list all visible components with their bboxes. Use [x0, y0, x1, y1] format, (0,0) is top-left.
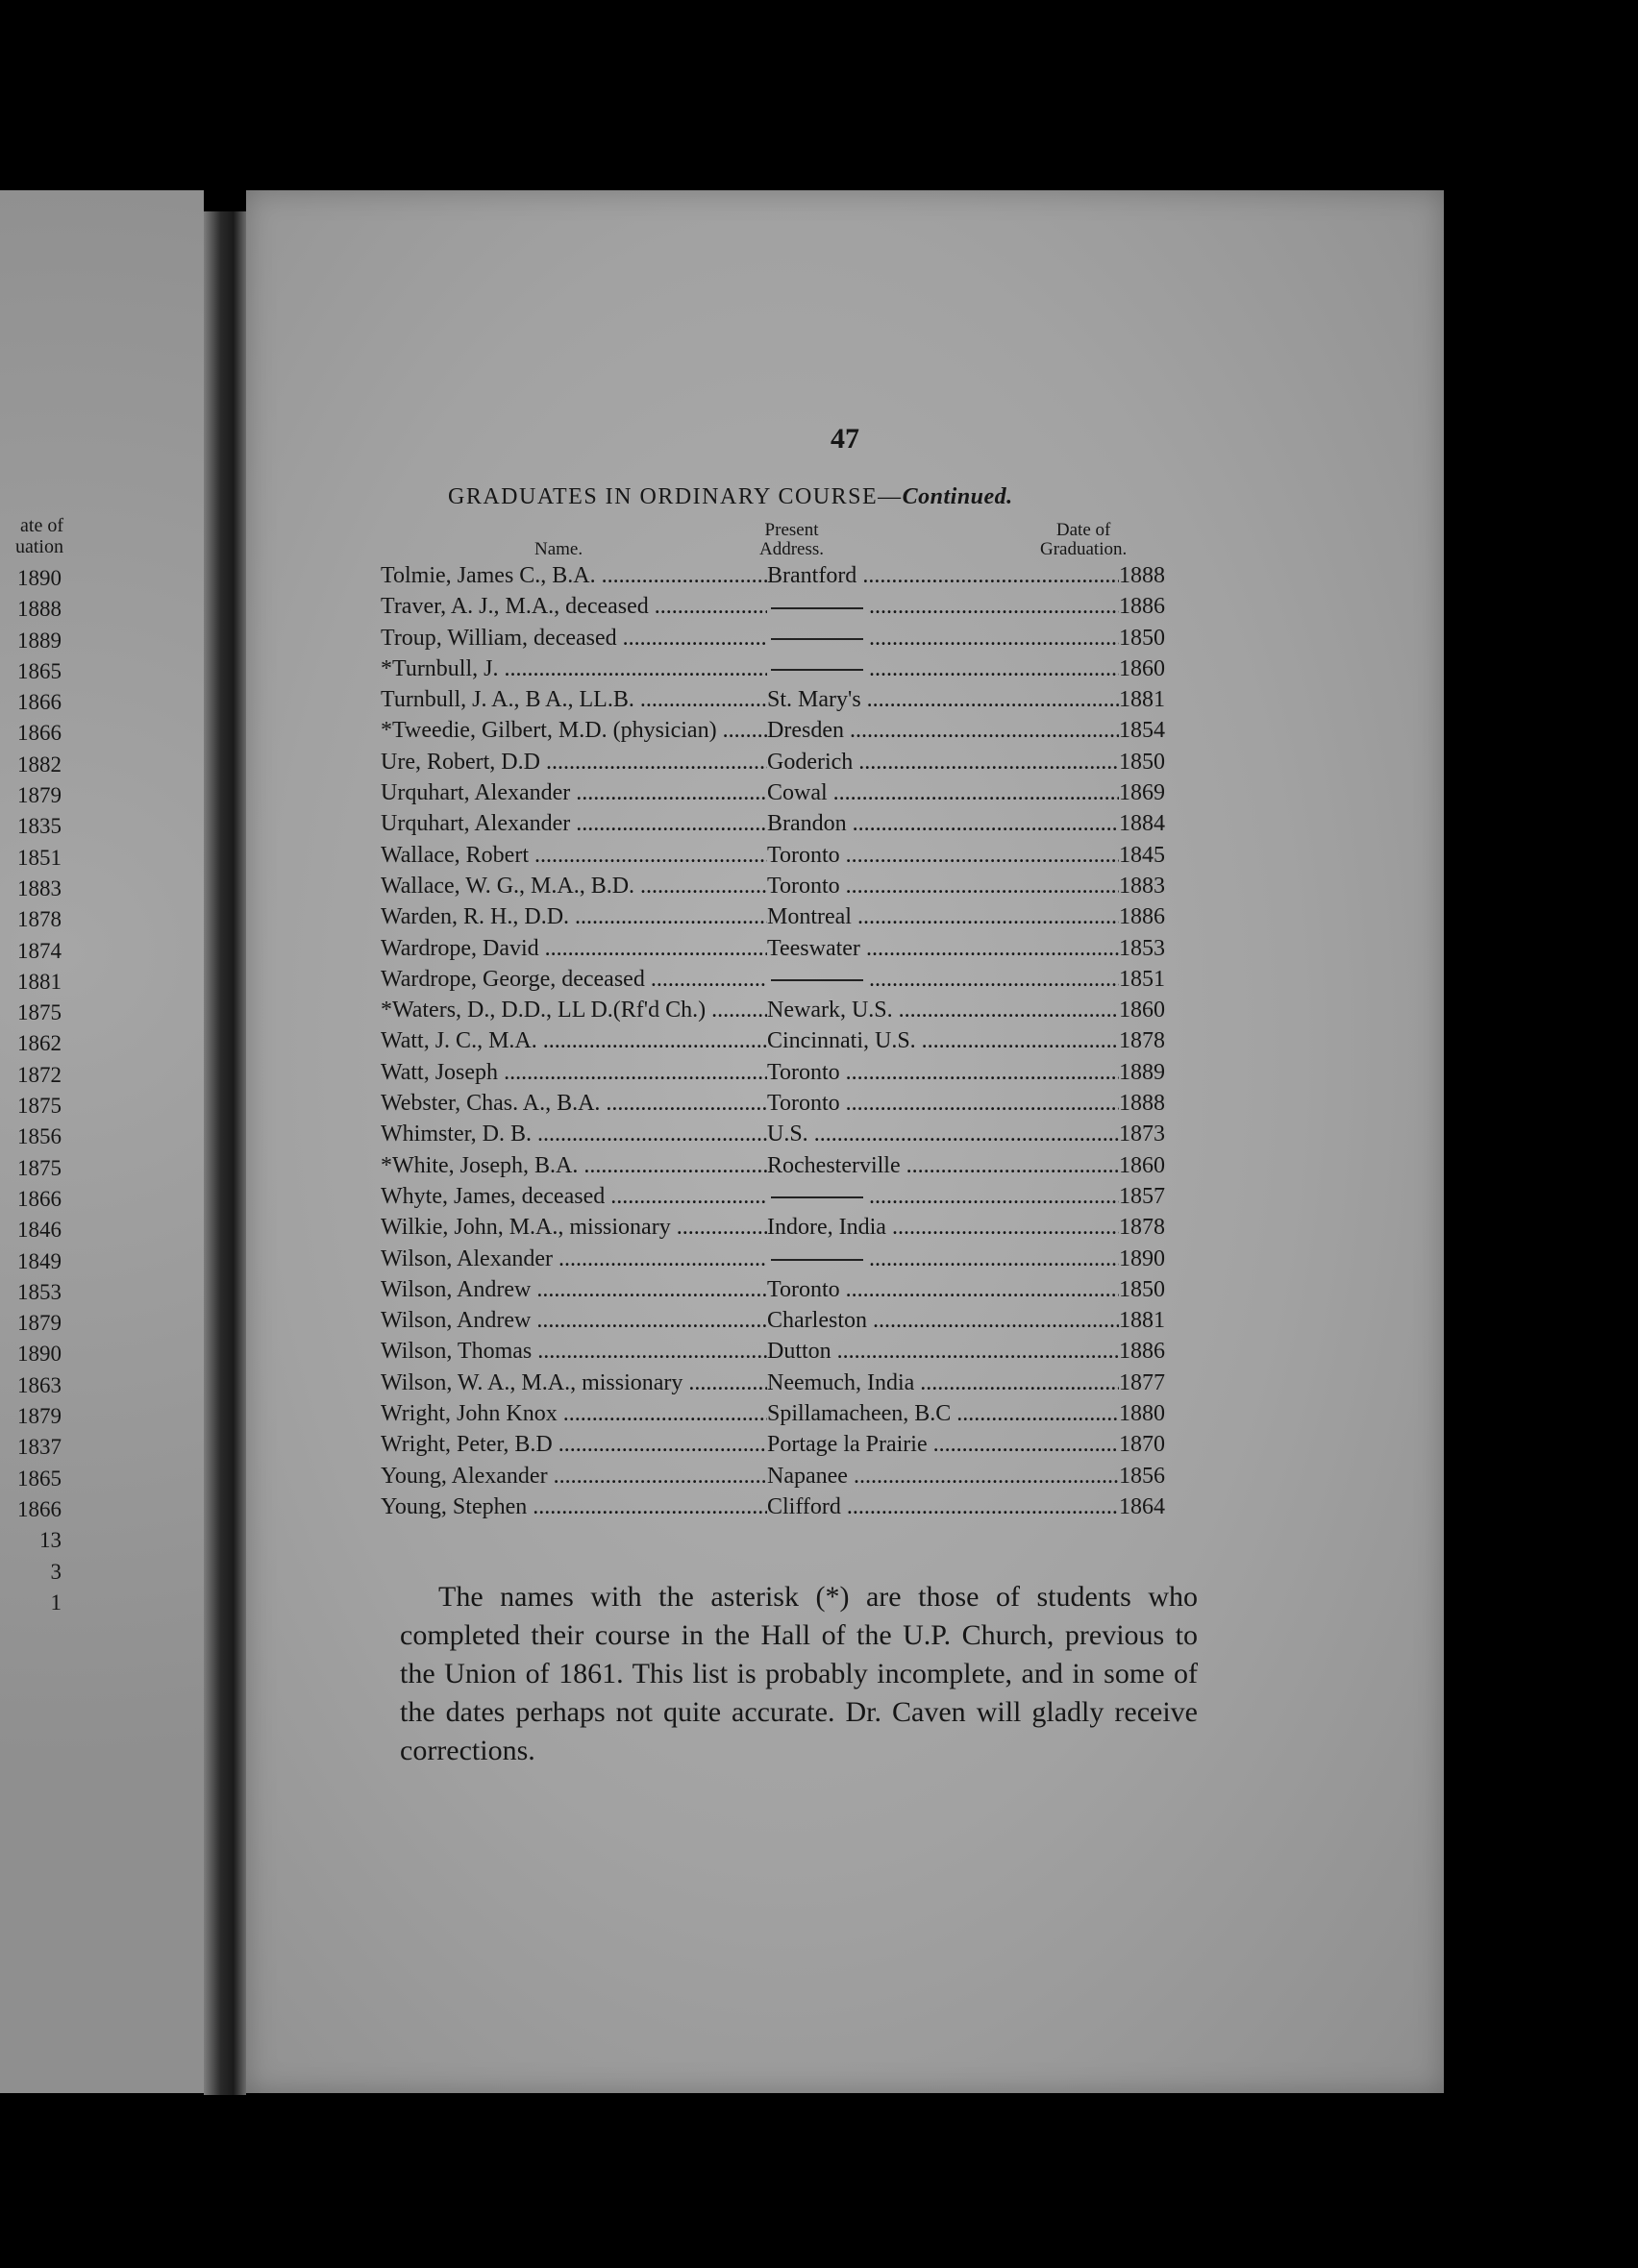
list-item	[381, 901, 1207, 932]
address-dash-rule	[771, 669, 863, 671]
facing-page-years	[0, 563, 67, 1712]
graduate-name: *Waters, D., D.D., LL D.(Rf'd Ch.) .....	[381, 995, 767, 1025]
facing-page-year: 1872	[17, 1062, 62, 1087]
list-item	[381, 1057, 1207, 1088]
graduation-year: 1854	[1119, 718, 1165, 744]
graduate-name: Wardrope, David .....	[381, 933, 767, 964]
facing-page-year	[0, 1681, 67, 1712]
list-item	[381, 933, 1207, 964]
graduate-name: Wardrope, George, deceased .....	[381, 964, 767, 995]
graduate-address	[767, 964, 1119, 995]
facing-page-year: 1835	[17, 814, 62, 839]
graduate-address: Goderich .....	[767, 747, 1119, 777]
graduate-name: *Turnbull, J. .....	[381, 653, 767, 684]
list-item	[381, 1274, 1207, 1305]
list-item	[381, 871, 1207, 901]
page-number: 47	[831, 423, 859, 455]
list-item	[381, 715, 1207, 746]
graduate-address: Neemuch, India .....	[767, 1368, 1119, 1398]
facing-page-year: 1862	[17, 1031, 62, 1056]
list-item	[381, 808, 1207, 839]
facing-page-header	[0, 515, 67, 557]
graduate-name: Urquhart, Alexander .....	[381, 777, 767, 808]
graduate-address: Portage la Prairie .....	[767, 1429, 1119, 1460]
list-item	[381, 995, 1207, 1025]
address-dash-rule	[771, 1259, 863, 1261]
graduate-address: Toronto .....	[767, 1274, 1119, 1305]
graduation-year: 1881	[1119, 687, 1165, 713]
column-header-address: Present Address.	[759, 520, 825, 559]
graduate-address: Toronto .....	[767, 1057, 1119, 1088]
graduation-year: 1856	[1119, 1463, 1165, 1489]
list-item	[381, 840, 1207, 871]
list-item	[381, 1119, 1207, 1149]
list-item	[381, 1429, 1207, 1460]
list-item	[381, 560, 1207, 591]
graduation-year: 1888	[1119, 563, 1165, 588]
graduate-address	[767, 653, 1119, 684]
graduation-year: 1878	[1119, 1028, 1165, 1054]
facing-page-year: 1865	[17, 1466, 62, 1491]
graduate-address: Rochesterville .....	[767, 1150, 1119, 1181]
column-header-date: Date of Graduation.	[1040, 520, 1128, 559]
facing-page-year: 1883	[17, 875, 62, 900]
graduate-name: Watt, Joseph .....	[381, 1057, 767, 1088]
graduate-address: Cincinnati, U.S. .....	[767, 1025, 1119, 1056]
facing-page-year: 1890	[17, 1342, 62, 1367]
graduate-name: Webster, Chas. A., B.A. .....	[381, 1088, 767, 1119]
address-dash-rule	[771, 607, 863, 609]
section-heading-text: GRADUATES IN ORDINARY COURSE—	[448, 484, 903, 509]
facing-page-year: 1882	[17, 752, 62, 777]
list-item	[381, 747, 1207, 777]
graduation-year: 1850	[1119, 625, 1165, 651]
graduate-address: Toronto .....	[767, 840, 1119, 871]
list-item	[381, 684, 1207, 715]
facing-page-year: 1837	[17, 1435, 62, 1460]
graduation-year: 1890	[1119, 1245, 1165, 1271]
facing-page-year: 1881	[17, 969, 62, 994]
graduates-list	[381, 560, 1207, 1522]
column-header-name: Name.	[534, 539, 583, 559]
graduate-name: Wilson, W. A., M.A., missionary .....	[381, 1368, 767, 1398]
facing-page-year: 1	[50, 1590, 62, 1615]
facing-page-year: 1879	[17, 1404, 62, 1429]
graduation-year: 1888	[1119, 1091, 1165, 1117]
graduate-address: Spillamacheen, B.C .....	[767, 1398, 1119, 1429]
graduation-year: 1880	[1119, 1401, 1165, 1427]
graduate-name: Wright, Peter, B.D .....	[381, 1429, 767, 1460]
graduate-name: Wright, John Knox .....	[381, 1398, 767, 1429]
graduation-year: 1877	[1119, 1369, 1165, 1395]
graduate-name: *Tweedie, Gilbert, M.D. (physician) .....	[381, 715, 767, 746]
graduate-address: Clifford .....	[767, 1491, 1119, 1522]
graduate-address: Brandon .....	[767, 808, 1119, 839]
graduate-name: Urquhart, Alexander .....	[381, 808, 767, 839]
graduation-year: 1869	[1119, 780, 1165, 806]
list-item	[381, 591, 1207, 622]
address-dash-rule	[771, 638, 863, 640]
graduation-year: 1886	[1119, 1339, 1165, 1365]
graduate-address: Indore, India .....	[767, 1212, 1119, 1243]
graduation-year: 1870	[1119, 1432, 1165, 1458]
graduate-address: Dresden .....	[767, 715, 1119, 746]
list-item	[381, 1398, 1207, 1429]
graduate-name: Traver, A. J., M.A., deceased .....	[381, 591, 767, 622]
facing-page-year: 1866	[17, 1186, 62, 1211]
graduate-name: Wilson, Andrew .....	[381, 1274, 767, 1305]
list-item	[381, 623, 1207, 653]
book-gutter	[204, 211, 246, 2095]
graduate-address: Napanee .....	[767, 1461, 1119, 1491]
graduation-year: 1889	[1119, 1059, 1165, 1085]
graduation-year: 1884	[1119, 811, 1165, 837]
facing-page-year: 1879	[17, 1311, 62, 1336]
facing-page-year	[0, 1649, 67, 1680]
list-item	[381, 1088, 1207, 1119]
facing-page-header-line2: uation	[15, 536, 63, 557]
graduate-address	[767, 1181, 1119, 1212]
facing-page-year: 1875	[17, 1094, 62, 1119]
section-heading	[448, 484, 1313, 510]
graduate-address: Teeswater .....	[767, 933, 1119, 964]
section-heading-continued: Continued.	[902, 484, 1013, 509]
graduation-year: 1850	[1119, 749, 1165, 775]
graduate-address	[767, 591, 1119, 622]
graduate-address: Charleston .....	[767, 1305, 1119, 1336]
list-item	[381, 1244, 1207, 1274]
graduate-address: Cowal .....	[767, 777, 1119, 808]
facing-page-year: 1851	[17, 845, 62, 870]
graduate-name: Warden, R. H., D.D. .....	[381, 901, 767, 932]
graduate-name: Young, Stephen .....	[381, 1491, 767, 1522]
graduation-year: 1850	[1119, 1276, 1165, 1302]
facing-page-year: 3	[50, 1559, 62, 1584]
graduate-name: Wallace, W. G., M.A., B.D. .....	[381, 871, 767, 901]
facing-page-year: 1866	[17, 721, 62, 746]
graduate-address	[767, 1244, 1119, 1274]
list-item	[381, 1336, 1207, 1367]
facing-page-year: 13	[39, 1528, 62, 1553]
facing-page-year: 1888	[17, 597, 62, 622]
book-page	[246, 190, 1444, 2093]
facing-page-year: 1849	[17, 1248, 62, 1273]
facing-page-year: 1865	[17, 658, 62, 683]
graduation-year: 1860	[1119, 998, 1165, 1023]
facing-page-year: 1875	[17, 1155, 62, 1180]
graduation-year: 1853	[1119, 935, 1165, 961]
facing-page-year: 1889	[17, 628, 62, 653]
graduate-name: Young, Alexander .....	[381, 1461, 767, 1491]
facing-page-year	[0, 1618, 67, 1649]
facing-page-year: 1879	[17, 783, 62, 808]
list-item	[381, 1025, 1207, 1056]
graduate-name: Ure, Robert, D.D .....	[381, 747, 767, 777]
list-item	[381, 1150, 1207, 1181]
graduate-address: St. Mary's .....	[767, 684, 1119, 715]
graduation-year: 1883	[1119, 873, 1165, 899]
list-item	[381, 1305, 1207, 1336]
graduate-address: Brantford .....	[767, 560, 1119, 591]
graduate-address: Dutton .....	[767, 1336, 1119, 1367]
list-item	[381, 1212, 1207, 1243]
graduate-address: Toronto .....	[767, 871, 1119, 901]
graduate-address: Newark, U.S. .....	[767, 995, 1119, 1025]
facing-page-year: 1856	[17, 1124, 62, 1149]
graduate-name: Wilson, Andrew .....	[381, 1305, 767, 1336]
graduation-year: 1860	[1119, 1152, 1165, 1178]
facing-page-year: 1853	[17, 1279, 62, 1304]
graduate-name: Watt, J. C., M.A. .....	[381, 1025, 767, 1056]
facing-page-header-line1: ate of	[20, 515, 63, 536]
facing-page	[0, 190, 204, 2093]
graduate-name: Wallace, Robert .....	[381, 840, 767, 871]
graduation-year: 1851	[1119, 966, 1165, 992]
graduation-year: 1845	[1119, 842, 1165, 868]
address-dash-rule	[771, 979, 863, 981]
graduation-year: 1857	[1119, 1183, 1165, 1209]
facing-page-date-column	[0, 515, 67, 1712]
facing-page-year: 1874	[17, 938, 62, 963]
facing-page-year: 1866	[17, 690, 62, 715]
facing-page-year: 1890	[17, 566, 62, 590]
graduation-year: 1864	[1119, 1493, 1165, 1519]
address-dash-rule	[771, 1196, 863, 1198]
list-item	[381, 1181, 1207, 1212]
list-item	[381, 964, 1207, 995]
list-item	[381, 1368, 1207, 1398]
graduation-year: 1886	[1119, 904, 1165, 930]
footnote-paragraph: The names with the asterisk (*) are those of students who completed their course in the Hall of the U.P. Church, previous to the Union of 1861. This list is probably incomplete, and in some of the dates perhaps not quite accurate. Dr. Caven will gladly receive corrections.	[400, 1581, 1198, 1766]
graduate-address: Toronto .....	[767, 1088, 1119, 1119]
graduation-year: 1886	[1119, 594, 1165, 620]
graduation-year: 1873	[1119, 1122, 1165, 1147]
graduate-name: Wilson, Alexander .....	[381, 1244, 767, 1274]
list-item	[381, 1491, 1207, 1522]
graduate-name: Tolmie, James C., B.A. .....	[381, 560, 767, 591]
graduate-address: Montreal .....	[767, 901, 1119, 932]
list-item	[381, 777, 1207, 808]
facing-page-year: 1878	[17, 907, 62, 932]
graduation-year: 1881	[1119, 1308, 1165, 1334]
graduate-name: *White, Joseph, B.A. .....	[381, 1150, 767, 1181]
graduate-address	[767, 623, 1119, 653]
list-item	[381, 1461, 1207, 1491]
list-item	[381, 653, 1207, 684]
graduate-name: Wilkie, John, M.A., missionary .....	[381, 1212, 767, 1243]
graduate-address: U.S. .....	[767, 1119, 1119, 1149]
graduation-year: 1878	[1119, 1215, 1165, 1241]
graduate-name: Troup, William, deceased .....	[381, 623, 767, 653]
graduation-year: 1860	[1119, 655, 1165, 681]
facing-page-year: 1866	[17, 1496, 62, 1521]
facing-page-year: 1846	[17, 1218, 62, 1243]
graduate-name: Whimster, D. B. .....	[381, 1119, 767, 1149]
facing-page-year: 1863	[17, 1372, 62, 1397]
graduate-name: Turnbull, J. A., B A., LL.B. .....	[381, 684, 767, 715]
graduate-name: Wilson, Thomas .....	[381, 1336, 767, 1367]
graduate-name: Whyte, James, deceased .....	[381, 1181, 767, 1212]
facing-page-year: 1875	[17, 1000, 62, 1025]
